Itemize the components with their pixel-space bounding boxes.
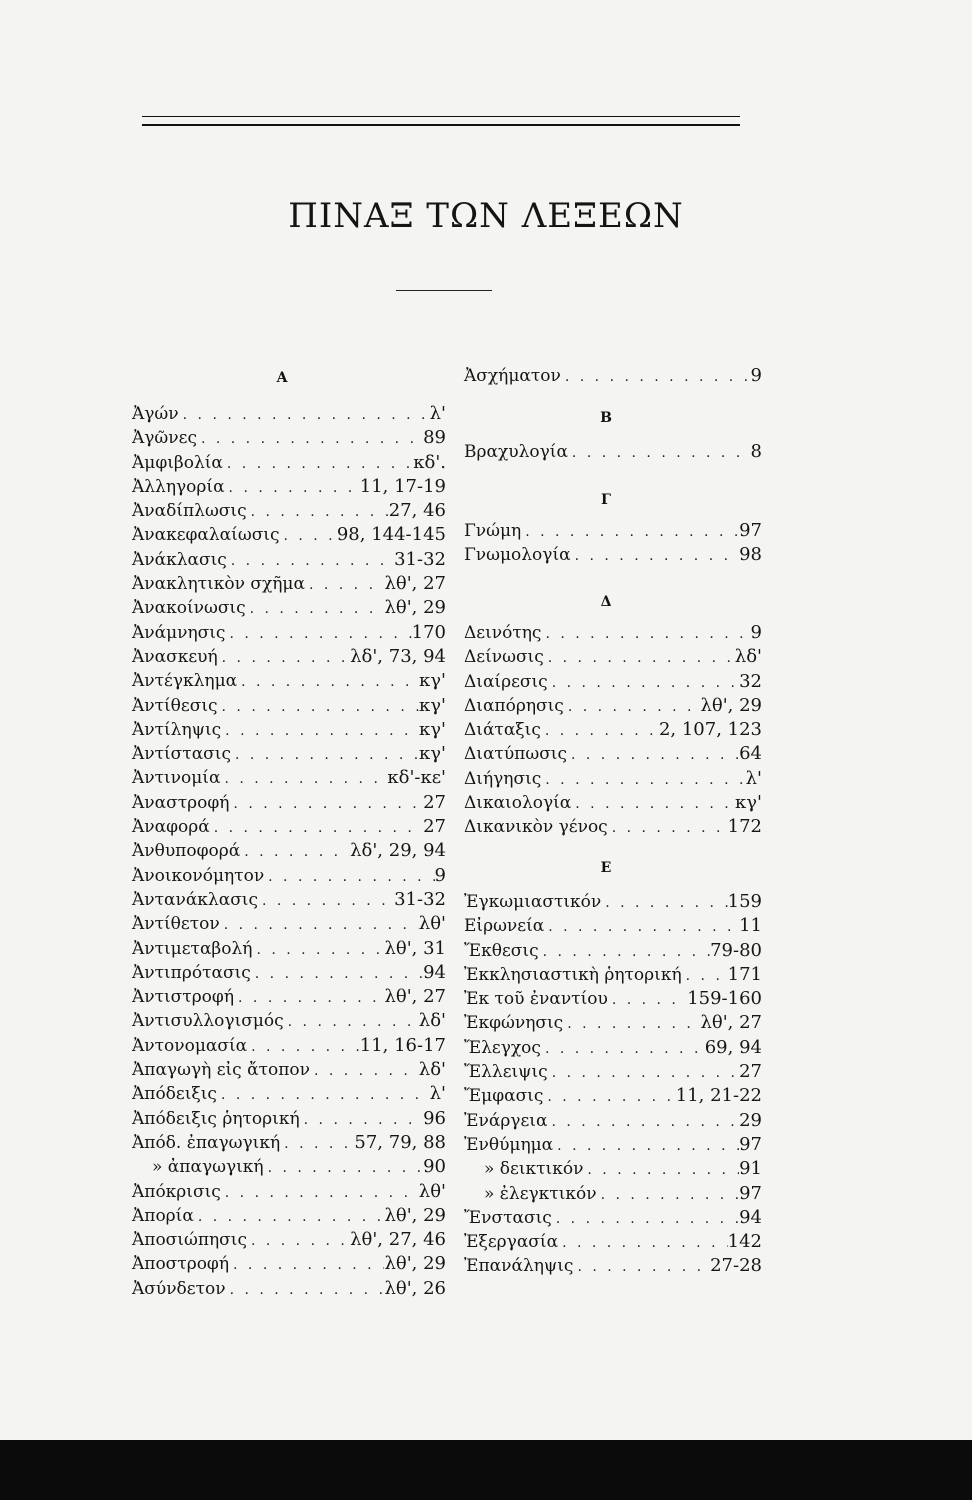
- index-entry: [132, 961, 446, 985]
- index-entry-word: Διαίρεσις: [464, 671, 548, 692]
- index-entry: [464, 987, 762, 1011]
- index-entry-leader: [548, 671, 739, 695]
- index-entry: [132, 1107, 446, 1131]
- index-entry-page: 96: [423, 1107, 446, 1129]
- index-entry-word: Ἀνάμνησις: [132, 622, 226, 643]
- index-entry-word: Ἀμφιβολία: [132, 452, 223, 473]
- index-entry-word: Ἀγῶνες: [132, 428, 197, 449]
- index-entry-word: Ἀντανάκλασις: [132, 889, 258, 910]
- section-letter-b: Β: [600, 410, 612, 426]
- index-entry: [132, 1082, 446, 1106]
- index-entry-word: Ἐκκλησιαστικὴ ῥητορική: [464, 964, 682, 985]
- index-entry-word: Ἀγών: [132, 404, 179, 424]
- index-entry-word: Διάταξις: [464, 720, 541, 741]
- index-entry: [132, 499, 446, 523]
- index-column-left: [132, 402, 446, 1301]
- index-entry-leader: [544, 646, 735, 670]
- index-entry: [132, 1131, 446, 1155]
- index-entry-page: 89: [423, 427, 446, 449]
- index-entry-page: λθ', 26: [384, 1277, 446, 1299]
- index-entry: [132, 1058, 446, 1082]
- index-entry-leader: [246, 597, 385, 621]
- index-entry: [464, 1230, 762, 1254]
- index-entry-page: 57, 79, 88: [354, 1131, 446, 1153]
- index-entry-page: λθ', 29: [384, 1204, 446, 1226]
- index-entry: [464, 621, 762, 645]
- index-entry: [464, 1157, 762, 1181]
- index-entry-page: 142: [727, 1231, 762, 1253]
- index-entry-leader: [541, 1037, 705, 1061]
- index-entry-page: λδ', 73, 94: [350, 645, 446, 667]
- index-entry: [132, 1277, 446, 1301]
- index-entry-word: Ἐγκωμιαστικόν: [464, 892, 602, 912]
- index-entry-word: Ἀνάκλασις: [132, 549, 227, 570]
- index-entry: [132, 888, 446, 912]
- index-entry-word: Ἀντισυλλογισμός: [132, 1011, 284, 1032]
- index-entry-leader: [553, 1134, 739, 1158]
- index-entry-page: 91: [739, 1158, 762, 1180]
- index-entry-page: 64: [739, 743, 762, 765]
- index-entry-word: Ἀντιμεταβολή: [132, 938, 253, 959]
- index-entry-page: 11: [739, 915, 762, 937]
- index-entry-word: Διήγησις: [464, 768, 542, 789]
- index-entry: [464, 742, 762, 766]
- index-entry-word: Διαπόρησις: [464, 695, 564, 716]
- index-entry-leader: [547, 1110, 739, 1134]
- index-entry-word: Ἀντονομασία: [132, 1035, 248, 1056]
- index-entry-word: Ἀντίθετον: [132, 914, 220, 935]
- index-entry: [464, 1206, 762, 1230]
- index-entry-leader: [226, 1278, 385, 1302]
- index-entry-leader: [571, 544, 740, 568]
- index-entry-page: 98, 144-145: [336, 524, 446, 546]
- index-entry: [464, 1036, 762, 1060]
- index-entry-word: Ἀπόδειξις ῥητορική: [132, 1108, 300, 1129]
- index-entry: [132, 766, 446, 790]
- index-entry-leader: [608, 988, 687, 1012]
- index-entry-word: Ἐνάργεια: [464, 1110, 548, 1131]
- index-entry-leader: [247, 1035, 360, 1059]
- index-entry-word: Ἀπόδειξις: [132, 1084, 217, 1105]
- index-entry-word: Ἐξεργασία: [464, 1232, 559, 1253]
- index-entry-page: λθ', 29: [384, 597, 446, 619]
- index-entry-word: Ἀντίστασις: [132, 744, 231, 765]
- index-entry-leader: [221, 719, 419, 743]
- index-entry-leader: [194, 1205, 385, 1229]
- index-entry-leader: [264, 1156, 423, 1180]
- index-entry-leader: [229, 792, 423, 816]
- index-entry-leader: [571, 792, 735, 816]
- index-entry-leader: [252, 938, 384, 962]
- index-entry-leader: [247, 500, 389, 524]
- index-entry-page: κγ': [419, 743, 446, 765]
- index-entry-page: κγ': [419, 718, 446, 740]
- index-entry: [464, 670, 762, 694]
- index-entry: [132, 742, 446, 766]
- index-entry: [132, 523, 446, 547]
- index-entry-leader: [231, 743, 419, 767]
- index-entry: [132, 839, 446, 863]
- index-entry: [132, 669, 446, 693]
- index-entry-page: λθ', 27: [384, 986, 446, 1008]
- index-entry-page: κδ'.: [413, 451, 446, 473]
- index-entry-page: 9: [750, 622, 762, 643]
- index-section-b: [464, 440, 762, 464]
- index-entry-leader: [305, 573, 384, 597]
- index-entry-page: λθ', 27, 46: [350, 1229, 446, 1251]
- index-entry-page: 172: [727, 816, 762, 838]
- index-entry-page: 9: [750, 365, 762, 386]
- index-entry: [464, 939, 762, 963]
- index-entry: [132, 718, 446, 742]
- index-entry: [132, 596, 446, 620]
- index-entry-word: Ἀντιπρότασις: [132, 962, 251, 983]
- index-entry-leader: [601, 891, 727, 915]
- index-entry-word: Ἀντίληψις: [132, 719, 222, 740]
- index-column-right-a-cont: [464, 364, 762, 388]
- index-entry-page: λδ': [418, 1010, 446, 1032]
- index-entry-leader: [558, 1231, 728, 1255]
- index-entry-leader: [280, 1132, 354, 1156]
- index-entry: [464, 963, 762, 987]
- index-entry-page: λθ', 29: [700, 694, 762, 716]
- index-entry-word: » ἐλεγκτικόν: [484, 1183, 597, 1204]
- index-entry-word: » ἀπαγωγική: [152, 1157, 264, 1178]
- index-entry: [464, 1011, 762, 1035]
- index-entry: [132, 402, 446, 426]
- index-entry-word: Ἐπανάληψις: [464, 1256, 574, 1277]
- section-letter-a: A: [276, 370, 288, 386]
- header-rule-thick: [142, 124, 740, 126]
- index-entry-word: Ἀνοικονόμητον: [132, 865, 265, 886]
- index-entry-word: » δεικτικόν: [484, 1159, 584, 1180]
- index-entry-page: κγ': [419, 694, 446, 716]
- index-entry: [132, 572, 446, 596]
- index-entry-leader: [234, 986, 384, 1010]
- index-entry-word: Ἀλληγορία: [132, 476, 225, 497]
- index-entry-word: Ἀντιστροφή: [132, 987, 235, 1008]
- index-entry-page: λθ': [418, 1180, 446, 1202]
- index-entry-word: Ἀναστροφή: [132, 792, 230, 813]
- index-entry: [464, 815, 762, 839]
- index-entry-leader: [564, 695, 701, 719]
- index-entry-leader: [573, 1255, 710, 1279]
- index-entry-word: Εἰρωνεία: [464, 916, 545, 937]
- index-entry-page: λ': [429, 403, 446, 424]
- index-entry-page: λθ', 29: [384, 1253, 446, 1275]
- index-entry: [132, 1155, 446, 1179]
- index-entry: [464, 440, 762, 464]
- index-entry-leader: [310, 1059, 419, 1083]
- index-entry-word: Ἔκθεσις: [464, 940, 539, 961]
- index-entry-word: Ἀντινομία: [132, 768, 221, 789]
- index-entry-word: Ἀντέγκλημα: [132, 671, 238, 692]
- index-entry-page: 27, 46: [388, 500, 446, 522]
- index-entry-leader: [568, 441, 751, 465]
- index-entry: [464, 543, 762, 567]
- index-entry-word: Γνωμολογία: [464, 545, 571, 566]
- index-entry: [132, 621, 446, 645]
- index-entry: [464, 718, 762, 742]
- index-entry-word: Ἀπορία: [132, 1205, 194, 1226]
- index-entry-word: Δικανικὸν γένος: [464, 817, 608, 838]
- index-entry-page: λθ', 27: [700, 1012, 762, 1034]
- index-entry-leader: [608, 816, 728, 840]
- index-entry-leader: [220, 913, 419, 937]
- index-entry: [132, 1180, 446, 1204]
- index-entry-page: 79-80: [710, 939, 762, 961]
- index-entry-page: 31-32: [394, 548, 446, 570]
- index-entry-page: λ': [429, 1083, 446, 1105]
- index-entry-word: Ἐνθύμημα: [464, 1134, 554, 1155]
- index-entry-page: 94: [423, 961, 446, 983]
- index-entry-leader: [279, 524, 336, 548]
- index-entry-leader: [544, 915, 739, 939]
- section-letter-e: Ε: [600, 860, 612, 876]
- index-entry-page: κγ': [419, 670, 446, 692]
- index-entry: [464, 694, 762, 718]
- index-entry: [132, 791, 446, 815]
- index-entry: [132, 426, 446, 450]
- index-entry: [132, 864, 446, 888]
- index-entry-word: Ἀντίθεσις: [132, 695, 218, 716]
- index-entry-leader: [597, 1183, 740, 1207]
- index-section-d: [464, 621, 762, 840]
- index-entry-page: 171: [727, 963, 762, 985]
- index-entry-word: Ἀποστροφή: [132, 1254, 230, 1275]
- index-entry-leader: [563, 1012, 700, 1036]
- index-entry: [464, 1254, 762, 1278]
- index-entry-word: Ἀνασκευή: [132, 646, 218, 667]
- index-entry: [464, 791, 762, 815]
- index-entry-word: Ἀσχήματον: [464, 366, 561, 386]
- index-entry-word: Ἀνακοίνωσις: [132, 598, 246, 619]
- index-entry-word: Βραχυλογία: [464, 442, 568, 462]
- index-entry: [464, 1133, 762, 1157]
- index-entry-word: Ἀνακεφαλαίωσις: [132, 525, 280, 546]
- index-entry-leader: [247, 1229, 350, 1253]
- index-entry-leader: [561, 365, 751, 389]
- index-entry: [132, 548, 446, 572]
- index-entry: [464, 1060, 762, 1084]
- index-entry-leader: [220, 767, 387, 791]
- index-entry-leader: [583, 1158, 739, 1182]
- index-entry: [464, 645, 762, 669]
- index-entry-word: Ἀνθυποφορά: [132, 841, 241, 862]
- index-entry-leader: [240, 840, 350, 864]
- index-entry-page: 97: [739, 1182, 762, 1204]
- index-entry: [132, 475, 446, 499]
- index-entry-page: λθ', 27: [384, 573, 446, 595]
- index-entry-leader: [567, 743, 739, 767]
- index-entry-page: λδ', 29, 94: [350, 840, 446, 862]
- index-entry-word: Ἔνστασις: [464, 1207, 552, 1228]
- index-entry-page: 9: [434, 864, 446, 886]
- index-entry-leader: [539, 940, 711, 964]
- index-entry: [132, 815, 446, 839]
- index-entry-word: Δεινότης: [464, 623, 542, 643]
- index-section-g: [464, 519, 762, 568]
- index-entry-page: 32: [739, 670, 762, 692]
- index-entry-page: 11, 16-17: [359, 1034, 446, 1056]
- index-entry-page: 159-160: [687, 988, 762, 1010]
- index-entry-word: Ἀναδίπλωσις: [132, 501, 247, 522]
- index-entry-word: Διατύπωσις: [464, 744, 567, 765]
- index-entry-word: Ἀποσιώπησις: [132, 1230, 247, 1251]
- index-entry-leader: [218, 695, 420, 719]
- index-entry-page: 29: [739, 1109, 762, 1131]
- index-entry-leader: [217, 1083, 430, 1107]
- index-entry-page: 27-28: [710, 1255, 762, 1277]
- index-entry: [464, 1084, 762, 1108]
- index-entry-word: Ἀσύνδετον: [132, 1278, 226, 1299]
- index-entry: [132, 451, 446, 475]
- index-entry: [464, 890, 762, 914]
- index-entry-page: 27: [739, 1061, 762, 1083]
- section-letter-d: Δ: [600, 594, 612, 610]
- index-entry-page: 90: [423, 1156, 446, 1178]
- index-entry-word: Ἀναφορά: [132, 817, 210, 838]
- index-entry-leader: [258, 889, 394, 913]
- index-entry-page: λδ': [418, 1059, 446, 1081]
- index-entry-leader: [543, 1085, 675, 1109]
- index-entry-leader: [552, 1207, 739, 1231]
- index-entry-page: 94: [739, 1206, 762, 1228]
- index-entry-word: Ἀπαγωγὴ εἰς ἄτοπον: [132, 1060, 310, 1081]
- index-entry-word: Ἀπόδ. ἐπαγωγική: [132, 1132, 281, 1153]
- index-entry-leader: [682, 964, 728, 988]
- index-entry-word: Ἀνακλητικὸν σχῆμα: [132, 574, 305, 595]
- index-entry-page: 170: [411, 621, 446, 643]
- index-entry: [464, 519, 762, 543]
- index-entry-page: 27: [423, 816, 446, 838]
- index-entry: [132, 1034, 446, 1058]
- index-entry-leader: [225, 476, 360, 500]
- header-rule-thin: [142, 116, 740, 117]
- index-entry-leader: [218, 646, 350, 670]
- index-entry-word: Ἀπόκρισις: [132, 1181, 221, 1202]
- index-entry: [464, 364, 762, 388]
- index-entry: [132, 1009, 446, 1033]
- index-entry-leader: [237, 670, 419, 694]
- index-entry-leader: [264, 865, 434, 889]
- index-entry: [132, 645, 446, 669]
- index-entry-leader: [221, 1181, 419, 1205]
- index-entry-leader: [300, 1108, 423, 1132]
- index-entry-page: 31-32: [394, 888, 446, 910]
- index-entry-page: 27: [423, 791, 446, 813]
- index-section-e: [464, 890, 762, 1279]
- index-entry-word: Δείνωσις: [464, 647, 544, 668]
- index-entry-page: λ': [745, 767, 762, 789]
- index-entry-page: 98: [739, 544, 762, 566]
- index-entry: [464, 767, 762, 791]
- index-entry-word: Ἐκ τοῦ ἐναντίου: [464, 989, 608, 1010]
- index-entry-page: 69, 94: [704, 1036, 762, 1058]
- index-entry-leader: [541, 719, 659, 743]
- index-entry-leader: [229, 1253, 384, 1277]
- index-entry-word: Δικαιολογία: [464, 793, 572, 814]
- index-entry: [464, 914, 762, 938]
- index-entry-page: κδ'-κε': [387, 767, 446, 789]
- index-entry-word: Ἐκφώνησις: [464, 1013, 564, 1034]
- index-entry-page: 97: [739, 1133, 762, 1155]
- index-entry-page: λθ': [418, 913, 446, 935]
- index-entry-page: 11, 21-22: [675, 1085, 762, 1107]
- page-title: ΠΙΝΑΞ ΤΩΝ ΛΕΞΕΩΝ: [288, 196, 684, 236]
- index-entry-leader: [223, 452, 413, 476]
- index-entry-page: 159: [727, 891, 762, 912]
- index-entry-page: 97: [739, 520, 762, 541]
- index-entry-leader: [541, 622, 750, 646]
- index-entry: [464, 1182, 762, 1206]
- index-entry: [132, 694, 446, 718]
- index-entry-page: λδ': [734, 646, 762, 668]
- index-entry-word: Ἔλεγχος: [464, 1037, 541, 1058]
- index-entry: [132, 985, 446, 1009]
- index-entry-leader: [251, 962, 423, 986]
- index-entry-leader: [548, 1061, 739, 1085]
- index-entry: [132, 912, 446, 936]
- index-entry: [132, 1252, 446, 1276]
- index-entry-leader: [227, 549, 394, 573]
- index-entry-word: Ἔμφασις: [464, 1086, 544, 1107]
- index-entry-leader: [210, 816, 423, 840]
- index-entry-leader: [179, 403, 430, 427]
- index-entry-leader: [225, 622, 411, 646]
- index-entry-word: Ἔλλειψις: [464, 1062, 548, 1083]
- index-entry-leader: [521, 520, 739, 544]
- index-entry-leader: [541, 768, 745, 792]
- index-entry-page: λθ', 31: [384, 937, 446, 959]
- index-entry: [132, 1204, 446, 1228]
- index-entry-page: 2, 107, 123: [658, 719, 762, 741]
- index-entry-leader: [284, 1010, 419, 1034]
- index-entry-page: κγ': [735, 792, 762, 814]
- index-entry-page: 8: [750, 441, 762, 462]
- index-entry: [132, 1228, 446, 1252]
- index-entry-page: 11, 17-19: [359, 475, 446, 497]
- section-letter-g: Γ: [601, 492, 611, 508]
- index-entry-leader: [197, 427, 423, 451]
- title-divider: [396, 290, 492, 291]
- index-entry-word: Γνώμη: [464, 521, 522, 541]
- index-entry: [464, 1109, 762, 1133]
- index-entry: [132, 937, 446, 961]
